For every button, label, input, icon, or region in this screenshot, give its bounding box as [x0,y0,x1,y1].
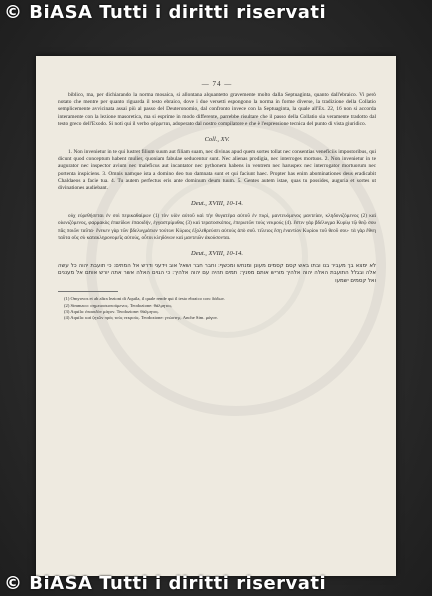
page-content [58,56,376,322]
footnote-2: (2) Simmaco: σημειοσκοπούμενος. Teodozione: θάλμητος. [64,302,173,308]
copyright-watermark-bottom [4,573,326,594]
page-number: — 74 — [201,80,233,88]
section-heading-collatio: Coll., XV. [204,136,230,144]
footnote-1: (1) Omyovos et ab altra lezioni di Aquila, il quale rende qui il testo ebraico con: δάδων. [64,296,226,302]
section-heading-deut-hebrew: Deut., XVIII, 10-14. [191,250,243,258]
copyright-watermark-top-text: © BiASA Tutti i diritti riservati [4,2,327,23]
latin-text: 1. Non invenietur in te qui lustret filium suum aut filiam suam, nec divinas apud quem sortes tollat nec consentias veneficiis impostoribus, qui dicunt quod conceptum habent mulier, quoniam fabulae seducentur sunt. Nec alienas prodigia, nec interroges mortuos. 2. Non invenietur in te augurator nec inspector avium nec maleficus aut incantator nec pythonem habens in ventrem nec haruspex nec interrogator mortuorum nec portenta inspiciens. 3. Omnis namque ista a domino deo tuo damnata sunt et qui faciunt haec. Propter has enim abominationes deus eradicabit Chaldaeos a facie tua. 4. Tu autem perfectus eris ante dominum deum tuum. 5. Gentes autem istae, quas tu possides, auguria et sortes ut divinationes audiebant. [58,149,376,192]
copyright-watermark-bottom-text: © BiASA Tutti i diritti riservati [4,573,327,594]
intro-paragraph: biblico, ma, per dichiarando la norma mosaica, si allontana alquantetto gravemente molto dalla Septuaginta, quanto dall'ebraico. Vi però notato che mentre per quanto riguarda il testo ebraico, dove i due versetti espongono la norma in forme diverse, la tradizione della Collatio semplicemente avvicinata assai più al passo del Deuteronomio, dal confronto invece con la Septuaginta, la quale all'Ex. 22, 16 non si accorda interamente con la lezione masoretica, ma si esprime in modo differente, parrebbe risultare che il passo della Collatio sia veramente tradotto dal testo greco dell'Exodo. Si noti qui il verbo φέρρεται, adoperato dal nostro compilatore e che è l'espressione tecnica del punto di vista giuridico. [58,92,376,127]
hebrew-text: לא ימצא בך מעביר בנו ובתו באש קסם קסמים מעונן ומנחש ומכשף: וחבר חבר ושאל אוב וידעני ודרש אל המתים: כי תועבת יהוה כל עשה אלה ובגלל התועבת האלה יהוה אלהיך מוריש אותם מפניך: תמים תהיה עם יהוה אלהיך: כי הגוים האלה אשר אתה יורש אותם אל מעננים ואל קסמים ישמעו [58,263,376,284]
footnote-3: (3) Aquila: ἐπαοιδὸν μάγον. Teodozione: θάλμητος. [64,309,160,315]
document-page [36,56,396,576]
greek-text: οὐχ εὑρεθήσεται ἐν σοὶ περικαθαίρων (1) τὸν υἱὸν αὐτοῦ καὶ τὴν θυγατέρα αὐτοῦ ἐν πυρί, μαντευόμενος μαντείαν, κληδονιζόμενος (2) καὶ οἰωνιζόμενος, φαρμακὸς ἐπαείδων ἐπαοιδήν, ἐγγαστρίμυθος (3) καὶ τερατοσκόπος, ἐπερωτῶν τοὺς νεκρούς (4). ἔστιν γὰρ βδέλυγμα Κυρίῳ τῷ θεῷ σου πᾶς ποιῶν ταῦτα· ἕνεκεν γὰρ τῶν βδελυγμάτων τούτων Κύριος ἐξολεθρεύσει αὐτοὺς ἀπὸ σοῦ. τέλειος ἔσῃ ἐναντίον Κυρίου τοῦ θεοῦ σου· τὰ γὰρ ἔθνη ταῦτα οὓς σὺ κατακληρονομεῖς αὐτούς, οὗτοι κληδόνων καὶ μαντειῶν ἀκούσονται. [58,213,376,241]
section-heading-deut-greek: Deut., XVIII, 10-14. [191,200,243,208]
footnote-divider [58,291,118,292]
footnote-4: (4) Aquila: καὶ ζητῶν πρὸς τοὺς νεκρούς. Teodozione: γνώστης. Anche Sim. μάγον. [64,315,219,321]
copyright-watermark-top [4,2,326,23]
